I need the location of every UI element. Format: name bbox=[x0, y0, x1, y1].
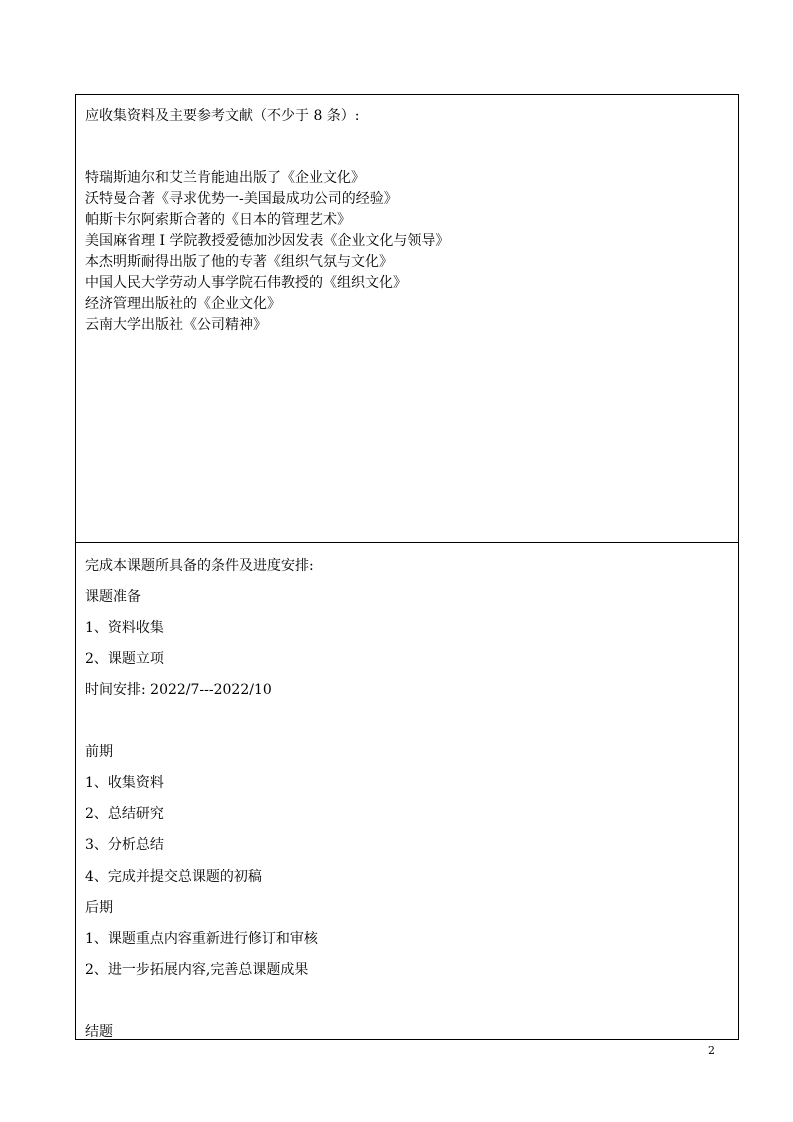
late-item: 1、课题重点内容重新进行修订和审核 bbox=[85, 931, 318, 947]
reference-item: 本杰明斯耐得出版了他的专著《组织气氛与文化》 bbox=[85, 254, 393, 270]
early-item: 4、完成并提交总课题的初稿 bbox=[85, 869, 262, 885]
reference-item: 帕斯卡尔阿索斯合著的《日本的管理艺术》 bbox=[85, 212, 351, 228]
early-item: 1、收集资料 bbox=[85, 775, 164, 791]
late-title: 后期 bbox=[85, 900, 113, 916]
final-title: 结题 bbox=[85, 1024, 113, 1040]
references-cell bbox=[76, 95, 738, 543]
references-heading: 应收集资料及主要参考文献（不少于 8 条）: bbox=[85, 108, 360, 124]
prep-item: 2、课题立项 bbox=[85, 651, 164, 667]
form-table bbox=[75, 94, 739, 1040]
schedule-heading: 完成本课题所具备的条件及进度安排: bbox=[85, 558, 314, 574]
reference-item: 经济管理出版社的《企业文化》 bbox=[85, 296, 281, 312]
reference-item: 沃特曼合著《寻求优势一-美国最成功公司的经验》 bbox=[85, 191, 398, 207]
early-title: 前期 bbox=[85, 744, 113, 760]
late-item: 2、进一步拓展内容,完善总课题成果 bbox=[85, 962, 309, 978]
page-number: 2 bbox=[708, 1044, 715, 1057]
reference-item: 中国人民大学劳动人事学院石伟教授的《组织文化》 bbox=[85, 275, 407, 291]
schedule-cell bbox=[76, 543, 738, 1039]
reference-item: 美国麻省理 I 学院教授爱德加沙因发表《企业文化与领导》 bbox=[85, 233, 450, 249]
reference-item: 云南大学出版社《公司精神》 bbox=[85, 317, 267, 333]
time-schedule: 时间安排: 2022/7---2022/10 bbox=[85, 682, 272, 698]
prep-item: 1、资料收集 bbox=[85, 620, 164, 636]
prep-title: 课题准备 bbox=[85, 589, 141, 605]
early-item: 2、总结研究 bbox=[85, 806, 164, 822]
reference-item: 特瑞斯迪尔和艾兰肯能迪出版了《企业文化》 bbox=[85, 170, 365, 186]
early-item: 3、分析总结 bbox=[85, 837, 164, 853]
